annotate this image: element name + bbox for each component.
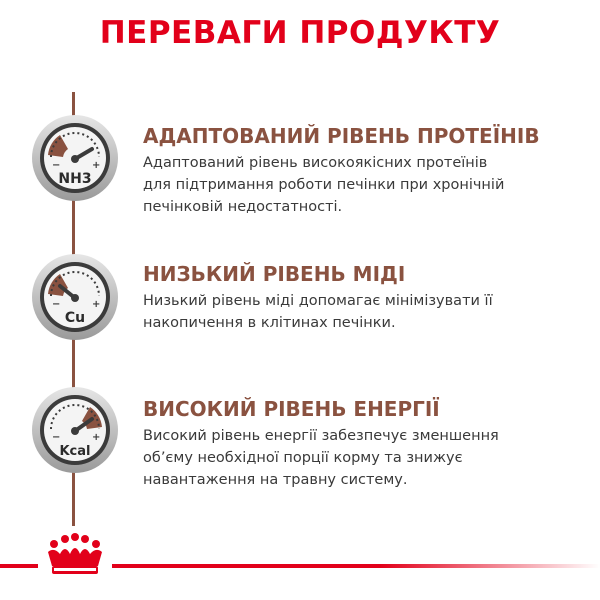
feature-heading-protein: АДАПТОВАНИЙ РІВЕНЬ ПРОТЕЇНІВ xyxy=(143,124,540,148)
copper-gauge-label: Cu xyxy=(64,310,86,326)
protein-gauge-icon xyxy=(30,113,120,203)
feature-text-line: Високий рівень енергії забезпечує зменшення xyxy=(143,428,499,444)
feature-text-line: накопичення в клітинах печінки. xyxy=(143,315,396,331)
copper-gauge-icon xyxy=(30,252,120,342)
feature-heading-copper: НИЗЬКИЙ РІВЕНЬ МІДІ xyxy=(143,262,406,286)
feature-description-protein xyxy=(143,152,593,218)
protein-gauge-label: NH3 xyxy=(58,171,92,187)
svg-text:+: + xyxy=(92,432,101,443)
feature-description-copper xyxy=(143,290,593,334)
footer-divider-right xyxy=(112,564,600,568)
royal-canin-crown-logo xyxy=(40,532,110,582)
svg-text:+: + xyxy=(92,299,101,310)
feature-text-line: навантаження на травну систему. xyxy=(143,472,408,488)
svg-text:−: − xyxy=(52,432,61,443)
page-title: ПЕРЕВАГИ ПРОДУКТУ xyxy=(99,15,501,51)
feature-text-line: для підтримання роботи печінки при хронічній xyxy=(143,177,505,193)
svg-text:+: + xyxy=(92,160,101,171)
svg-text:−: − xyxy=(52,299,61,310)
energy-gauge-label: Kcal xyxy=(59,444,91,459)
feature-text-line: Адаптований рівень високоякісних протеїнів xyxy=(143,155,488,171)
svg-text:−: − xyxy=(52,160,61,171)
feature-text-line: Низький рівень міді допомагає мінімізувати її xyxy=(143,293,493,309)
feature-text-line: печінковій недостатності. xyxy=(143,199,343,215)
footer-divider-left xyxy=(0,564,38,568)
feature-heading-energy: ВИСОКИЙ РІВЕНЬ ЕНЕРГІЇ xyxy=(143,397,440,421)
feature-description-energy xyxy=(143,425,593,491)
energy-gauge-icon xyxy=(30,385,120,475)
feature-text-line: об’єму необхідної порції корму та знижує xyxy=(143,450,463,466)
